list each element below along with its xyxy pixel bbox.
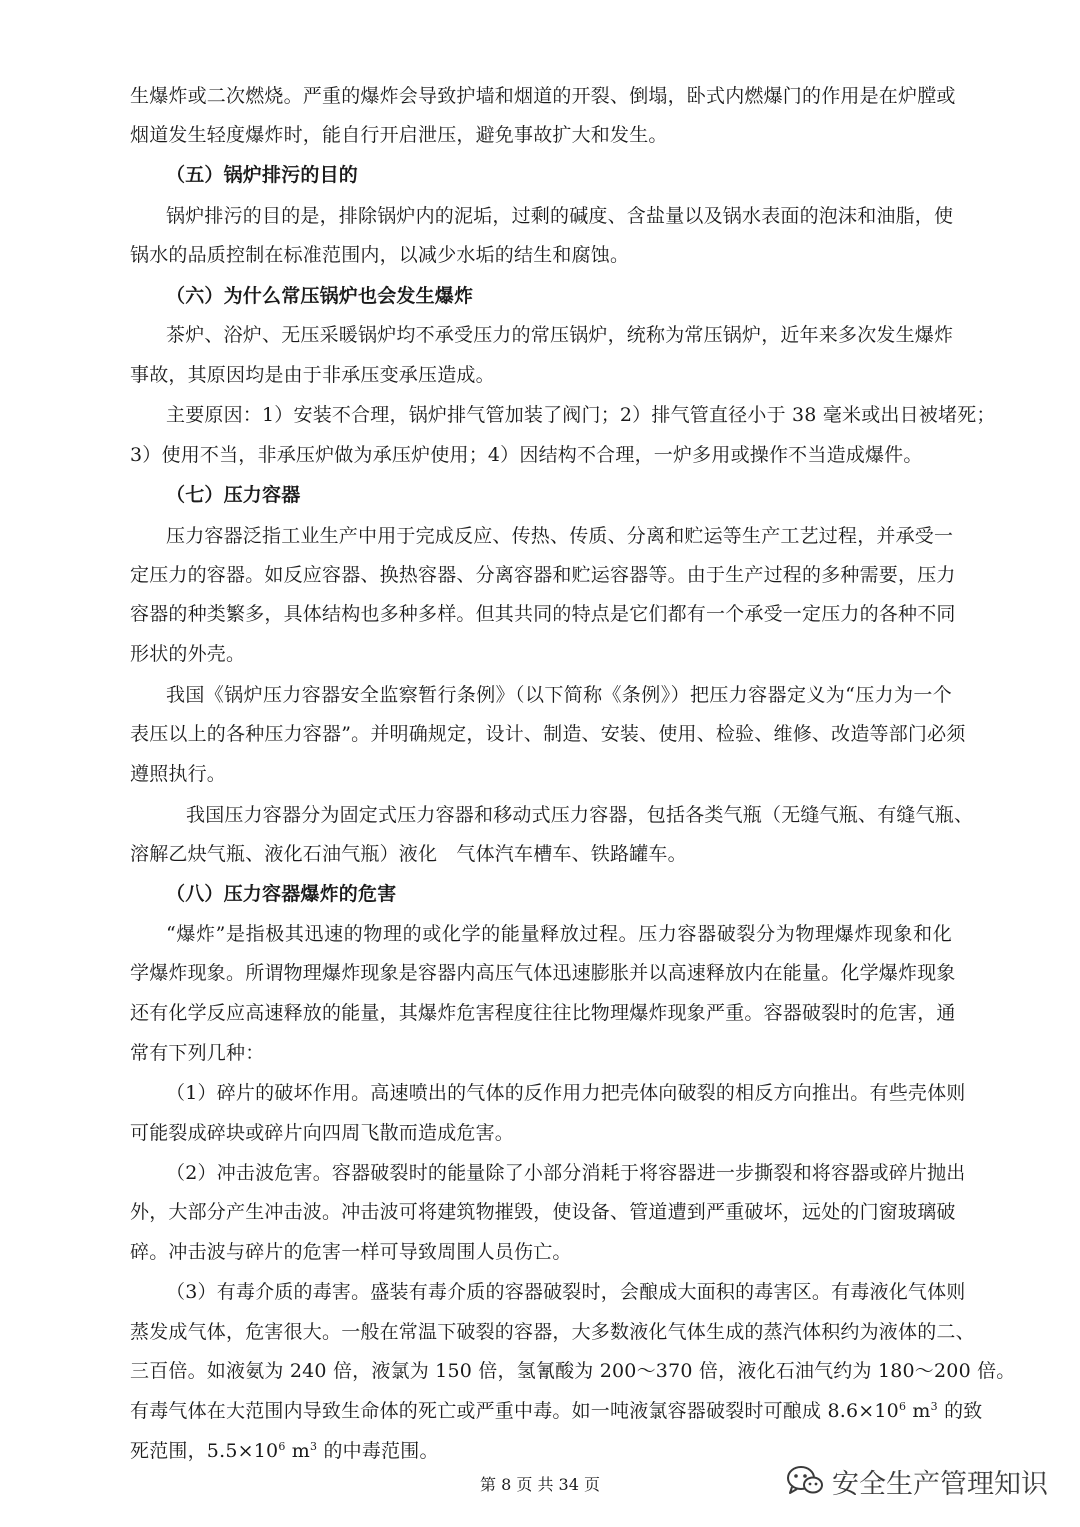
paragraph-line: [130, 1399, 983, 1423]
paragraph-line: 外，大部分产生冲击波。冲击波可将建筑物摧毁，使设备、管道遭到严重破坏，远处的门窗玻璃破: [130, 1201, 956, 1223]
paragraph-line: （2）冲击波危害。容器破裂时的能量除了小部分消耗于将容器进一步撕裂和将容器或碎片抛出: [166, 1162, 966, 1184]
section-heading: （六）为什么常压锅炉也会发生爆炸: [166, 285, 474, 307]
paragraph-line: 表压以上的各种压力容器”。并明确规定，设计、制造、安装、使用、检验、维修、改造等部门必须: [130, 723, 966, 745]
wechat-icon: [786, 1464, 824, 1498]
paragraph-line: 还有化学反应高速释放的能量，其爆炸危害程度往往比物理爆炸现象严重。容器破裂时的危害，通: [130, 1002, 956, 1024]
paragraph-line: （1）碎片的破坏作用。高速喷出的气体的反作用力把壳体向破裂的相反方向推出。有些壳体则: [166, 1082, 966, 1104]
section-heading: （八）压力容器爆炸的危害: [166, 883, 397, 905]
text-segment: 的致: [937, 1400, 983, 1422]
text-segment: 有毒气体在大范围内导致生命体的死亡或严重中毒。如一吨液氯容器破裂时可酿成 8.6×10: [130, 1400, 899, 1422]
paragraph-line: 三百倍。如液氨为 240 倍，液氯为 150 倍，氢氰酸为 200～370 倍，液化石油气约为 180～200 倍。: [130, 1360, 1016, 1382]
text-segment: m: [285, 1440, 310, 1462]
paragraph-line: （3）有毒介质的毒害。盛装有毒介质的容器破裂时，会酿成大面积的毒害区。有毒液化气体则: [166, 1281, 966, 1303]
paragraph-line: 锅炉排污的目的是，排除锅炉内的泥垢，过剩的碱度、含盐量以及锅水表面的泡沫和油脂，使: [166, 205, 954, 227]
paragraph-line: 事故，其原因均是由于非承压变承压造成。: [130, 364, 495, 386]
paragraph-line: 烟道发生轻度爆炸时，能自行开启泄压，避免事故扩大和发生。: [130, 124, 668, 146]
superscript: 3: [310, 1440, 318, 1453]
superscript: 3: [930, 1400, 938, 1413]
page-number: 第 8 页 共 34 页: [480, 1475, 600, 1494]
paragraph-line: 常有下列几种：: [130, 1042, 265, 1064]
superscript: 6: [898, 1400, 907, 1413]
superscript: 6: [278, 1440, 286, 1453]
paragraph-line: 锅水的品质控制在标准范围内，以减少水垢的结生和腐蚀。: [130, 244, 630, 266]
text-segment: 死范围，5.5×10: [130, 1440, 279, 1462]
paragraph-line: 形状的外壳。: [130, 643, 246, 665]
paragraph-line: 3）使用不当，非承压炉做为承压炉使用；4）因结构不合理，一炉多用或操作不当造成爆件。: [130, 444, 923, 466]
paragraph-line: 主要原因：1）安装不合理，锅炉排气管加装了阀门；2）排气管直径小于 38 毫米或出日被堵死；: [166, 404, 996, 426]
paragraph-line: 生爆炸或二次燃烧。严重的爆炸会导致护墙和烟道的开裂、倒塌，卧式内燃爆门的作用是在炉膛或: [130, 85, 956, 107]
watermark: [786, 1458, 1048, 1504]
paragraph-line: “爆炸”是指极其迅速的物理的或化学的能量释放过程。压力容器破裂分为物理爆炸现象和化: [166, 923, 952, 945]
section-heading: （五）锅炉排污的目的: [166, 164, 359, 186]
paragraph-line: 茶炉、浴炉、无压采暖锅炉均不承受压力的常压锅炉，统称为常压锅炉，近年来多次发生爆炸: [166, 324, 954, 346]
watermark-text: 安全生产管理知识: [832, 1468, 1048, 1500]
paragraph-line: 容器的种类繁多，具体结构也多种多样。但其共同的特点是它们都有一个承受一定压力的各种不同: [130, 603, 956, 625]
paragraph-line: 定压力的容器。如反应容器、换热容器、分离容器和贮运容器等。由于生产过程的多种需要，压力: [130, 564, 956, 586]
paragraph-line: 遵照执行。: [130, 763, 227, 785]
text-segment: m: [906, 1400, 931, 1422]
paragraph-line: 学爆炸现象。所谓物理爆炸现象是容器内高压气体迅速膨胀并以高速释放内在能量。化学爆炸现象: [130, 962, 956, 984]
paragraph-line: 溶解乙炔气瓶、液化石油气瓶）液化 气体汽车槽车、铁路罐车。: [130, 843, 687, 865]
paragraph-line: 可能裂成碎块或碎片向四周飞散而造成危害。: [130, 1122, 515, 1144]
paragraph-line: 压力容器泛指工业生产中用于完成反应、传热、传质、分离和贮运等生产工艺过程，并承受一: [166, 525, 954, 547]
paragraph-line: 我国压力容器分为固定式压力容器和移动式压力容器，包括各类气瓶（无缝气瓶、有缝气瓶、: [186, 804, 974, 826]
paragraph-line: 蒸发成气体，危害很大。一般在常温下破裂的容器，大多数液化气体生成的蒸汽体积约为液体的二、: [130, 1321, 975, 1343]
text-segment: 的中毒范围。: [317, 1440, 439, 1462]
paragraph-line: 我国《锅炉压力容器安全监察暂行条例》（以下简称《条例》）把压力容器定义为“压力为一个: [166, 684, 952, 706]
section-heading: （七）压力容器: [166, 484, 301, 506]
paragraph-line: 碎。冲击波与碎片的危害一样可导致周围人员伤亡。: [130, 1241, 572, 1263]
